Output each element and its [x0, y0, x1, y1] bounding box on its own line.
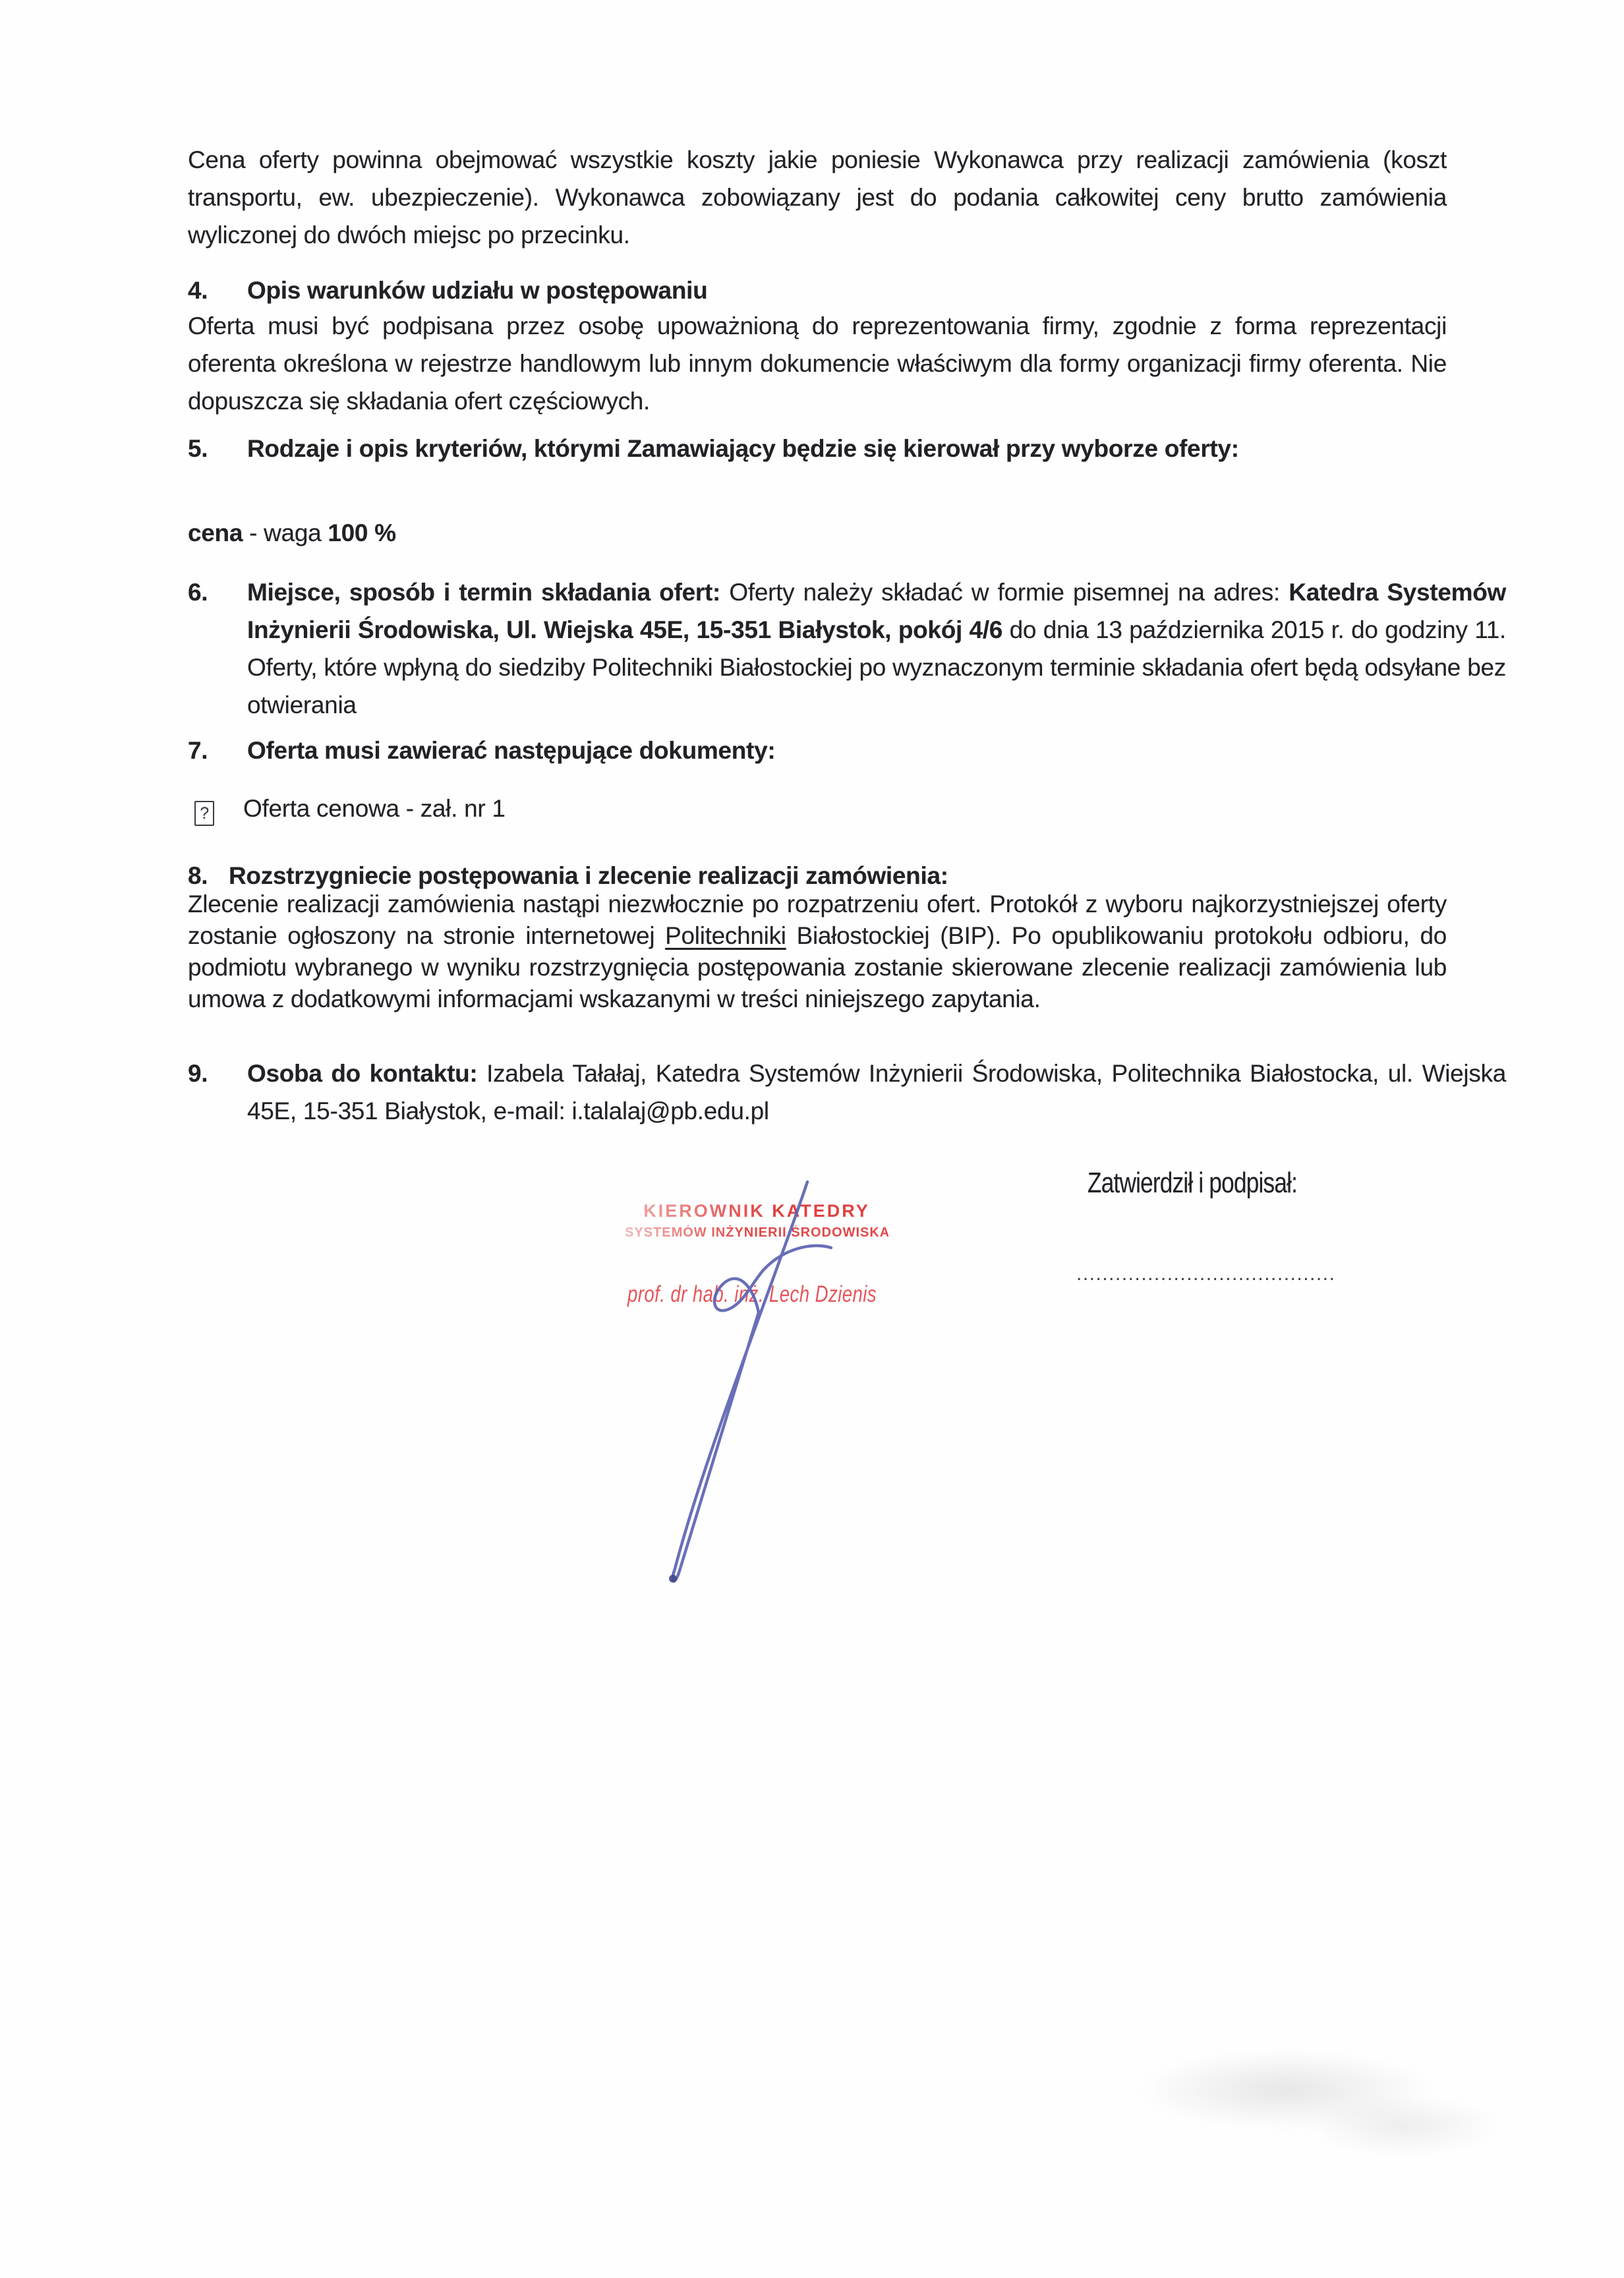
criterion-row	[188, 514, 1447, 552]
section5-heading: Rodzaje i opis kryteriów, którymi Zamawiający będzie się kierował przy wyborze oferty:	[247, 435, 1239, 462]
section9-number: 9.	[188, 1060, 208, 1087]
section9-block	[188, 1055, 1506, 1130]
criterion-value: 100 %	[328, 519, 396, 546]
section4-heading-row	[188, 272, 1506, 309]
scan-smudge	[1305, 2096, 1503, 2155]
section6-heading: Miejsce, sposób i termin składania ofert:	[247, 579, 730, 606]
criterion-mid: - waga	[243, 519, 328, 546]
stamp-title-line: KIEROWNIK KATEDRY	[625, 1201, 888, 1221]
section4-body-text: Oferta musi być podpisana przez osobę upoważnioną do reprezentowania firmy, zgodnie z forma reprezentacji oferenta określona w rejestrze handlowym lub innym dokumencie właściwym dla formy organizacji firmy oferenta. Nie dopuszcza się składania ofert częściowych.	[188, 312, 1447, 415]
section8-text-post: Białostockiej (BIP). Po opublikowaniu protokołu odbioru, do podmiotu wybranego w wyniku rozstrzygnięcia postępowania zostanie skierowane zlecenie realizacji zamówienia lub umowa z dodatkowymi informacjami wskazanymi w treści niniejszego zapytania.	[188, 922, 1447, 1012]
missing-glyph-checkbox-icon: ?	[194, 801, 214, 826]
section8-number: 8.	[188, 862, 208, 889]
section5-number: 5.	[188, 435, 208, 462]
intro-paragraph	[188, 141, 1447, 254]
section7-heading-row	[188, 732, 1506, 769]
section8-body	[188, 889, 1447, 1015]
document-list-item	[188, 790, 1453, 827]
criterion-name: cena	[188, 519, 243, 546]
stamp-signatory-name: prof. dr hab. inż. Lech Dzienis	[627, 1281, 877, 1307]
section6-block	[188, 573, 1506, 724]
department-stamp	[625, 1201, 888, 1241]
section6-number: 6.	[188, 579, 208, 606]
intro-text: Cena oferty powinna obejmować wszystkie koszty jakie poniesie Wykonawca przy realizacji zamówienia (koszt transportu, ew. ubezpieczenie). Wykonawca zobowiązany jest do podania całkowitej ceny brutto zamówienia wyliczonej do dwóch miejsc po przecinku.	[188, 146, 1447, 248]
list-item-text: Oferta cenowa - zał. nr 1	[243, 795, 506, 822]
section6-text-1: Oferty należy składać w formie pisemnej na adres:	[729, 579, 1289, 606]
section8-heading: Rozstrzygniecie postępowania i zlecenie realizacji zamówienia:	[229, 862, 948, 889]
section8-text-pre: Zlecenie realizacji zamówienia nastąpi niezwłocznie po rozpatrzeniu ofert. Protokół z wyboru najkorzystniejszej oferty zostanie ogłoszony na stronie internetowej	[188, 891, 1447, 949]
section4-number: 4.	[188, 277, 208, 304]
section9-heading: Osoba do kontaktu:	[247, 1060, 487, 1087]
section7-heading: Oferta musi zawierać następujące dokumenty:	[247, 737, 776, 764]
section4-body	[188, 307, 1447, 420]
section4-heading: Opis warunków udziału w postępowaniu	[247, 277, 708, 304]
section7-number: 7.	[188, 737, 208, 764]
section8-underlined-word: Politechniki	[665, 922, 786, 949]
signature-main-loop	[673, 1182, 807, 1581]
section6-text-2: do dnia 13 października 2015 r. do godziny 11. Oferty, które wpłyną do siedziby Politechniki Białostockiej po wyznaczonym terminie składania ofert będą odsyłane bez otwierania	[247, 616, 1506, 718]
signature-dotted-line: ........................................	[1076, 1263, 1336, 1285]
approval-label: Zatwierdził i podpisał:	[1088, 1167, 1298, 1199]
section6-address: Katedra Systemów Inżynierii Środowiska, Ul. Wiejska 45E, 15-351 Białystok, pokój 4/6	[247, 579, 1506, 643]
signature-ink-dot	[669, 1575, 677, 1583]
section5-heading-row	[188, 430, 1506, 467]
stamp-subtitle-line: SYSTEMÓW INŻYNIERII ŚRODOWISKA	[625, 1225, 890, 1241]
contact-details: Izabela Tałałaj, Katedra Systemów Inżynierii Środowiska, Politechnika Białostocka, ul. Wiejska 45E, 15-351 Białystok, e-mail: i.talalaj@pb.edu.pl	[247, 1060, 1506, 1124]
